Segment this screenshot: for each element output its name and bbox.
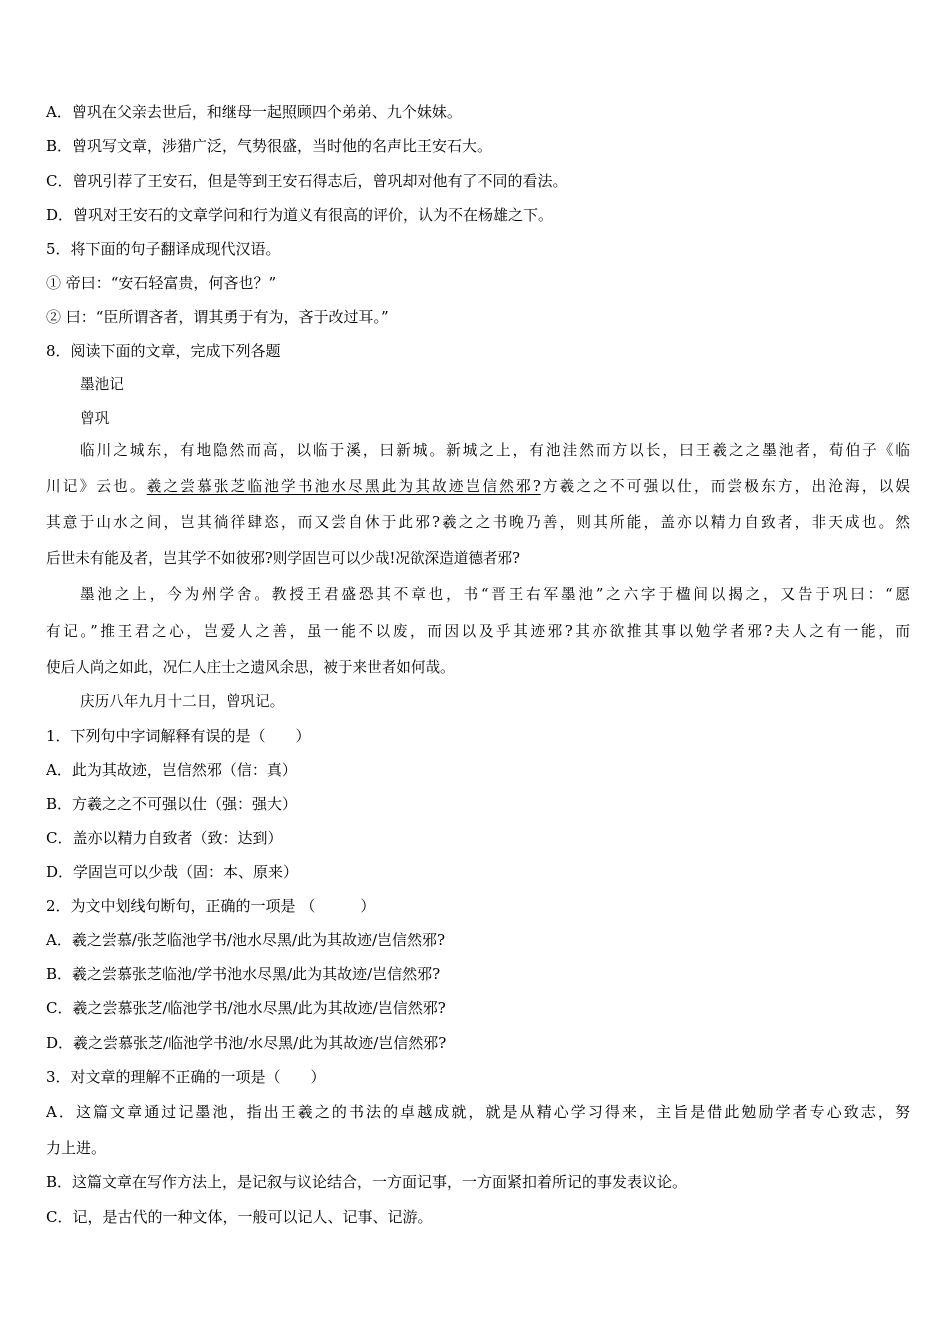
underlined-sentence: 羲之尝慕张芝临池学书池水尽黑此为其故迹岂信然邪?: [146, 478, 541, 495]
passage-p1-line1: 临川之城东，有地隐然而高，以临于溪，曰新城。新城之上，有池洼然而方以长，曰王羲之之墨池者，荀伯子《临: [80, 442, 910, 459]
passage-author: 曾巩: [80, 410, 110, 427]
q1-option-d: D．学固岂可以少哉（固：本、原来）: [46, 863, 299, 881]
passage-p2-line2: 有记。”推王君之心，岂爱人之善，虽一能不以废，而因以及乎其迹邪?其亦欲推其事以勉学者邪?夫人之有一能，而: [46, 623, 910, 640]
section8-prompt: 8．阅读下面的文章，完成下列各题: [46, 342, 281, 360]
q3-option-a-line2: 力上进。: [46, 1139, 107, 1157]
passage-p1-line4: 后世未有能及者，岂其学不如彼邪?则学固岂可以少哉!况欲深造道德者邪?: [46, 550, 520, 567]
passage-p1-line2: [46, 477, 910, 497]
q3-prompt: 3．对文章的理解不正确的一项是（ ）: [46, 1068, 326, 1086]
q2-option-d: D．羲之尝慕张芝/临池学书池/水尽黑/此为其故迹/岂信然邪?: [46, 1034, 447, 1052]
q2-option-b: B．羲之尝慕张芝临池/学书池水尽黑/此为其故迹/岂信然邪?: [46, 965, 441, 983]
option-d: D．曾巩对王安石的文章学问和行为道义有很高的评价，认为不在杨雄之下。: [46, 206, 554, 224]
q1-option-c: C．盖亦以精力自致者（致：达到）: [46, 829, 283, 847]
passage-p2-line3: 使后人尚之如此，况仁人庄士之遗风余思，被于来世者如何哉。: [46, 659, 455, 676]
passage-title: 墨池记: [80, 376, 124, 393]
q2-prompt: 2．为文中划线句断句，正确的一项是 （ ）: [46, 897, 376, 915]
q1-option-b: B．方羲之之不可强以仕（强：强大）: [46, 795, 298, 813]
passage-text: 川记》云也。: [46, 478, 147, 495]
q1-prompt: 1．下列句中字词解释有误的是（ ）: [46, 727, 311, 745]
q5-prompt: 5．将下面的句子翻译成现代汉语。: [46, 240, 281, 258]
passage-text: 方羲之之不可强以仕，而尝极东方，出沧海，以娱: [540, 478, 910, 495]
q5-sentence-1: ① 帝曰：“安石轻富贵，何吝也？”: [46, 274, 277, 292]
option-a: A．曾巩在父亲去世后，和继母一起照顾四个弟弟、九个妹妹。: [46, 103, 462, 121]
option-b: B．曾巩写文章，涉猎广泛，气势很盛，当时他的名声比王安石大。: [46, 137, 493, 155]
passage-date: 庆历八年九月十二日，曾巩记。: [80, 693, 285, 710]
option-c: C．曾巩引荐了王安石，但是等到王安石得志后，曾巩却对他有了不同的看法。: [46, 172, 568, 190]
q5-sentence-2: ② 曰：“臣所谓吝者，谓其勇于有为，吝于改过耳。”: [46, 308, 389, 326]
q3-option-a-line1: A．这篇文章通过记墨池，指出王羲之的书法的卓越成就，就是从精心学习得来，主旨是借此勉励学者专心致志，努: [46, 1103, 910, 1121]
q3-option-c: C．记，是古代的一种文体，一般可以记人、记事、记游。: [46, 1208, 433, 1226]
q3-option-b: B．这篇文章在写作方法上，是记叙与议论结合，一方面记事，一方面紧扣着所记的事发表议论。: [46, 1173, 688, 1191]
passage-p2-line1: 墨池之上，今为州学舍。教授王君盛恐其不章也，书“晋王右军墨池”之六字于楹间以揭之，又告于巩曰：“愿: [80, 586, 910, 603]
passage-p1-line3: 其意于山水之间，岂其徜徉肆恣，而又尝自休于此邪?羲之之书晚乃善，则其所能，盖亦以精力自致者，非天成也。然: [46, 514, 910, 531]
q1-option-a: A．此为其故迹，岂信然邪（信：真）: [46, 761, 297, 779]
q2-option-c: C．羲之尝慕张芝/临池学书/池水尽黑/此为其故迹/岂信然邪?: [46, 999, 446, 1017]
q2-option-a: A．羲之尝慕/张芝临池学书/池水尽黑/此为其故迹/岂信然邪?: [46, 931, 446, 949]
